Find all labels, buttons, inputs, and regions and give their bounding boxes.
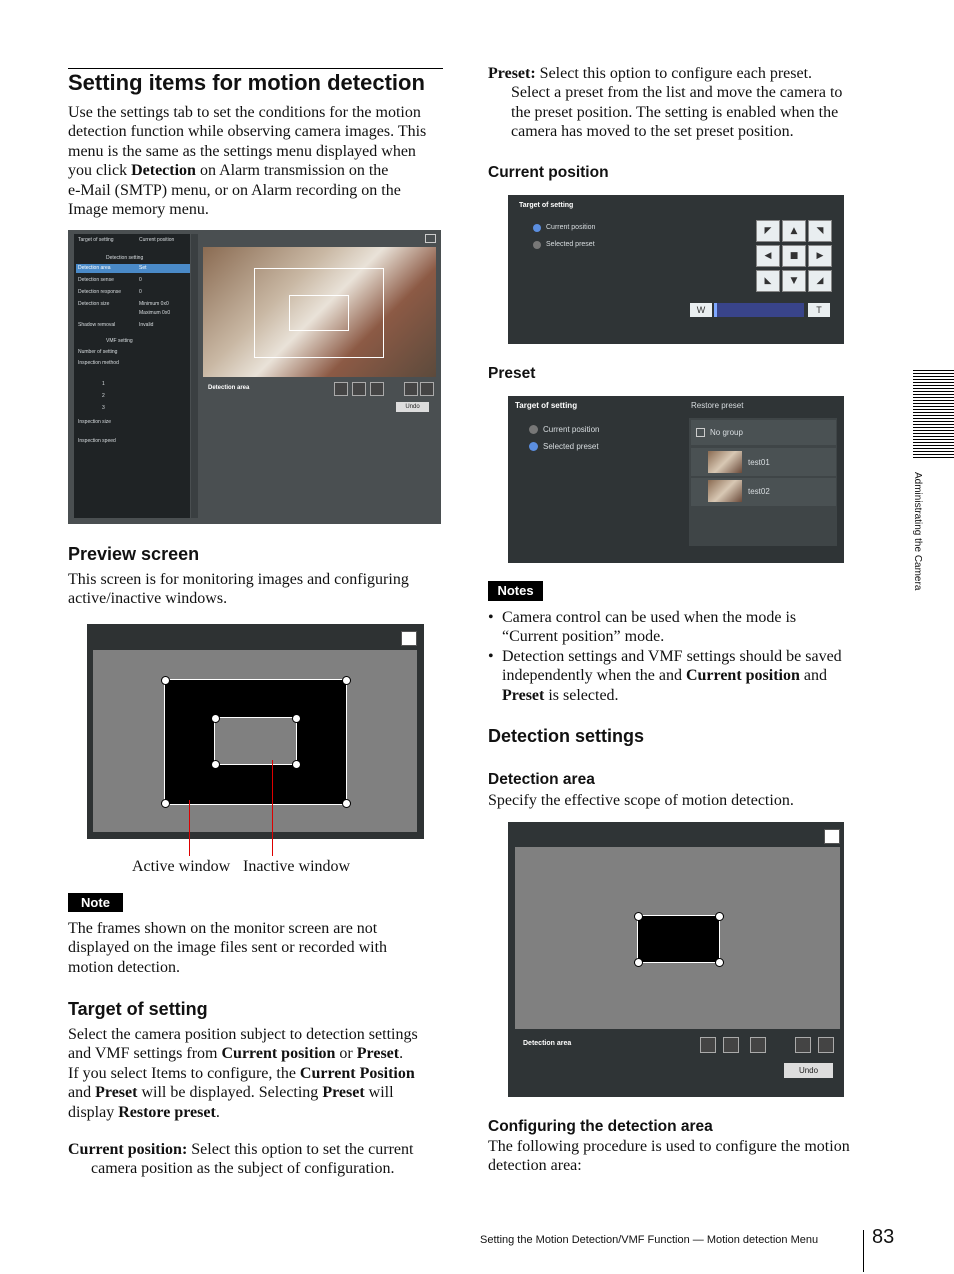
detection-area-label: Detection area <box>523 1040 572 1047</box>
preset-label: test02 <box>748 487 770 496</box>
settings-row[interactable] <box>76 392 190 401</box>
pan-left-button[interactable]: ◀ <box>756 245 780 267</box>
note-text: The frames shown on the monitor screen are not displayed on the image files sent or recorded with motion detection. <box>68 920 388 976</box>
settings-row[interactable] <box>76 348 190 357</box>
zoom-slider[interactable] <box>714 303 804 317</box>
settings-label: Detection setting <box>106 255 144 261</box>
settings-row[interactable] <box>76 321 190 330</box>
selected-preset-option: Selected preset <box>543 442 599 451</box>
note-badge: Note <box>68 893 123 912</box>
active-leader-line <box>189 800 190 856</box>
settings-value: 0 <box>139 277 142 283</box>
settings-label: Detection sense <box>78 277 114 283</box>
section-tab-marker <box>913 370 954 459</box>
remove-point-icon[interactable] <box>818 1037 834 1053</box>
radio-selected-preset[interactable] <box>533 241 541 249</box>
settings-value: Invalid <box>139 322 154 328</box>
radio-current-position[interactable] <box>533 224 541 232</box>
edit-area-icon[interactable] <box>723 1037 739 1053</box>
target-title: Target of setting <box>515 401 578 410</box>
settings-row-selected[interactable] <box>76 264 190 273</box>
zoom-slider-thumb[interactable] <box>714 303 717 317</box>
delete-area-icon[interactable] <box>370 382 384 396</box>
settings-label: Detection area <box>78 265 111 271</box>
detection-area-text: Specify the effective scope of motion detection. <box>488 792 794 809</box>
current-position-screen <box>508 195 844 344</box>
target-title: Target of setting <box>519 202 574 209</box>
preview-heading: Preview screen <box>68 544 200 564</box>
settings-row[interactable] <box>76 380 190 389</box>
restore-preset-title: Restore preset <box>691 401 744 410</box>
zoom-tele-button[interactable]: T <box>808 303 830 317</box>
page-number: 83 <box>872 1226 895 1248</box>
settings-label: Inspection speed <box>78 438 116 444</box>
settings-row[interactable] <box>76 404 190 413</box>
settings-scrollbar[interactable] <box>191 234 198 518</box>
settings-value: Current position <box>139 237 175 243</box>
settings-row[interactable] <box>76 437 190 446</box>
settings-label: Detection response <box>78 289 122 295</box>
target-heading: Target of setting <box>68 999 208 1019</box>
add-area-icon[interactable] <box>334 382 348 396</box>
detection-area-screen <box>508 822 844 1097</box>
undo-button[interactable]: Undo <box>784 1063 833 1078</box>
radio-current-position[interactable] <box>529 425 538 434</box>
intro-paragraph: Use the settings tab to set the conditions for the motion detection function while observing camera images. This menu is the same as the settings menu displayed when you click Detection on Alarm transmission on the e-Mail (SMTP) menu, or on Alarm recording on the Image memory menu. <box>68 104 427 219</box>
settings-label: VMF setting <box>106 338 133 344</box>
settings-label: Number of setting <box>78 349 118 355</box>
pan-down-left-button[interactable]: ◣ <box>756 270 780 292</box>
undo-button[interactable]: Undo <box>396 402 429 412</box>
title-rule <box>68 68 443 69</box>
preview-screen <box>87 624 424 839</box>
preset-thumbnail <box>708 451 742 473</box>
settings-value: 0 <box>139 289 142 295</box>
preset-thumbnail <box>708 480 742 502</box>
current-position-option: Current position <box>543 425 600 434</box>
pan-up-right-button[interactable]: ◥ <box>808 220 832 242</box>
settings-row[interactable] <box>76 359 190 368</box>
detection-settings-heading: Detection settings <box>488 726 645 746</box>
add-point-icon[interactable] <box>404 382 418 396</box>
notes-list: • Camera control can be used when the mode is “Current position” mode. • Detection settings and VMF settings should be saved independently when the and Current position and Preset is selected. <box>488 609 842 704</box>
settings-row[interactable] <box>76 276 190 285</box>
settings-value: Minimum 0x0 <box>139 301 169 307</box>
section-side-label: Administrating the Camera <box>912 472 923 591</box>
current-position-heading: Current position <box>488 164 609 181</box>
settings-label: Shadow removal <box>78 322 116 328</box>
target-text: Select the camera position subject to detection settings and VMF settings from Current position or Preset. If you select Items to configure, the Current Position and Preset will be displayed. Selecting Preset will display Restore preset. <box>68 1026 418 1121</box>
settings-row[interactable] <box>76 300 190 309</box>
settings-row[interactable] <box>76 254 190 263</box>
home-button[interactable]: ■ <box>782 245 806 267</box>
remove-point-icon[interactable] <box>420 382 434 396</box>
settings-row[interactable] <box>76 337 190 346</box>
settings-row[interactable] <box>76 288 190 297</box>
preset-heading: Preset <box>488 365 536 382</box>
page-title: Setting items for motion detection <box>68 70 425 95</box>
configuring-text: The following procedure is used to configure the motion detection area: <box>488 1138 850 1175</box>
preset-screen <box>508 396 844 563</box>
settings-label: Target of setting <box>78 237 114 243</box>
preset-definition: Preset: Select this option to configure each preset. Select a preset from the list and move the camera to the preset position. The setting is enabled when the camera has moved to the set preset position. <box>488 65 843 141</box>
configuring-heading: Configuring the detection area <box>488 1118 713 1135</box>
inactive-window-label: Inactive window <box>243 858 351 875</box>
collapse-icon[interactable] <box>696 428 705 437</box>
inactive-window[interactable] <box>214 717 297 765</box>
pan-right-button[interactable]: ▶ <box>808 245 832 267</box>
settings-value: Maximum 0x0 <box>139 310 171 316</box>
pan-down-right-button[interactable]: ◢ <box>808 270 832 292</box>
selected-preset-option: Selected preset <box>546 241 595 248</box>
zoom-wide-button[interactable]: W <box>690 303 712 317</box>
motion-settings-screenshot <box>68 230 441 524</box>
fullscreen-icon[interactable] <box>824 829 840 844</box>
footer-divider <box>863 1230 864 1272</box>
pan-down-button[interactable]: ▼ <box>782 270 806 292</box>
settings-label: Detection size <box>78 301 110 307</box>
settings-label: 2 <box>102 393 105 399</box>
footer-text: Setting the Motion Detection/VMF Function — Motion detection Menu <box>480 1234 819 1246</box>
settings-row[interactable] <box>76 309 190 318</box>
settings-label: 3 <box>102 405 105 411</box>
notes-badge: Notes <box>488 581 543 601</box>
settings-label: Inspection method <box>78 360 119 366</box>
add-area-icon[interactable] <box>700 1037 716 1053</box>
preset-label: test01 <box>748 458 770 467</box>
fullscreen-icon[interactable] <box>401 631 417 646</box>
detection-area-heading: Detection area <box>488 771 595 788</box>
delete-area-icon[interactable] <box>750 1037 766 1053</box>
current-position-definition: Current position: Select this option to set the current camera position as the subject of configuration. <box>68 1141 414 1178</box>
detection-area-label: Detection area <box>208 385 250 391</box>
pan-up-left-button[interactable]: ◤ <box>756 220 780 242</box>
active-window-label: Active window <box>132 858 231 875</box>
settings-value: Set <box>139 265 147 271</box>
detection-window[interactable] <box>637 915 720 963</box>
pan-up-button[interactable]: ▲ <box>782 220 806 242</box>
settings-row[interactable] <box>76 418 190 427</box>
settings-label: Inspection size <box>78 419 112 425</box>
current-position-option: Current position <box>546 224 596 231</box>
preview-text: This screen is for monitoring images and configuring active/inactive windows. <box>68 571 409 608</box>
group-label: No group <box>710 428 743 437</box>
edit-area-icon[interactable] <box>352 382 366 396</box>
settings-row[interactable] <box>76 236 190 245</box>
inactive-window-frame[interactable] <box>289 295 349 331</box>
settings-label: 1 <box>102 381 105 387</box>
fullscreen-icon[interactable] <box>425 234 436 243</box>
inactive-leader-line <box>272 760 273 856</box>
radio-selected-preset[interactable] <box>529 442 538 451</box>
add-point-icon[interactable] <box>795 1037 811 1053</box>
